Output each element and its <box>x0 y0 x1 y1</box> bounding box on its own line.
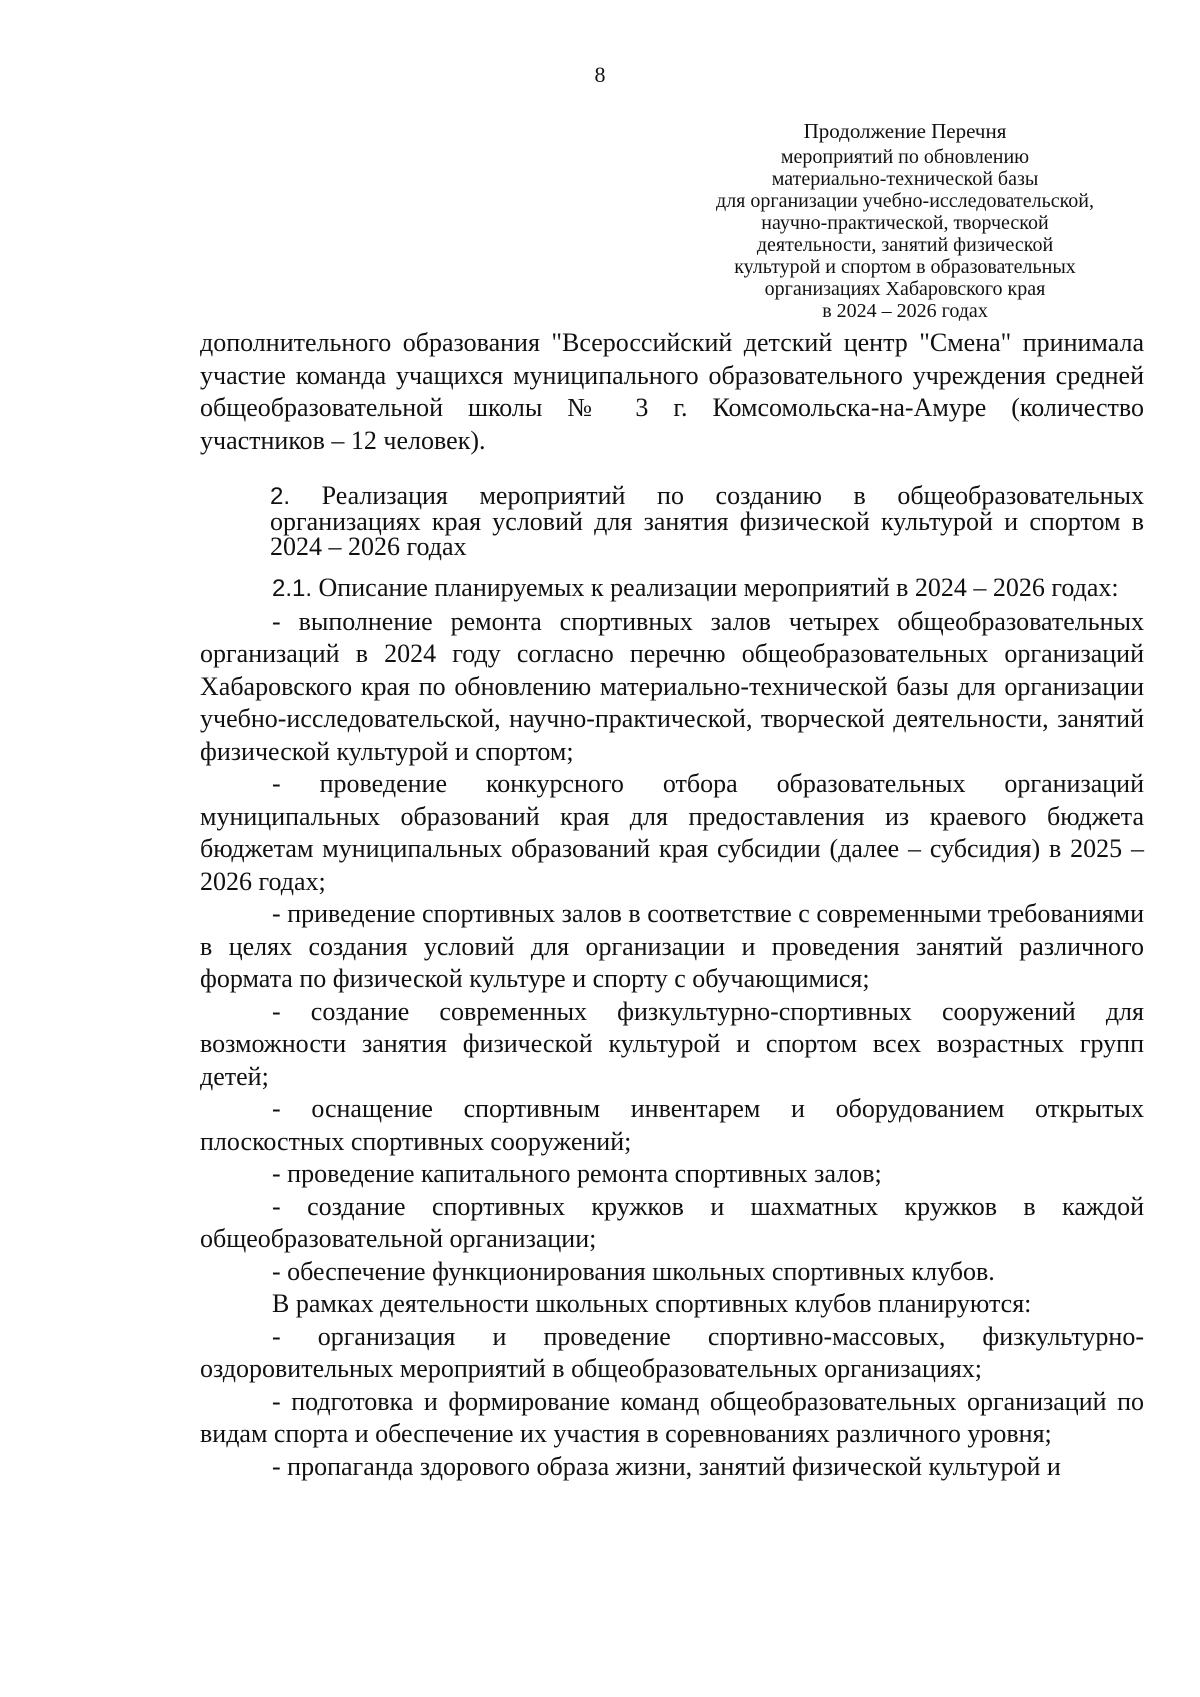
heading-text <box>270 483 1144 559</box>
list-item: - оснащение спортивным инвентарем и оборудованием открытых плоскостных спортивных сооружений; <box>200 1094 1144 1156</box>
caption-line: деятельности, занятий физической <box>756 234 1054 256</box>
caption-line: мероприятий по обновлению <box>780 146 1030 168</box>
section-number: 2. <box>270 483 291 510</box>
paragraph: дополнительного образования "Всероссийский детский центр "Смена" принимала участие команда учащихся муниципального образовательного учреждения средней общеобразовательной школы № 3 г. Комсомольска-на-Амуре (количество участников – 12 человек). <box>200 328 1144 455</box>
section-heading <box>270 483 1144 559</box>
caption-line: материально-технической базы <box>771 168 1039 190</box>
list-item: - выполнение ремонта спортивных залов четырех общеобразовательных организаций в 2024 году согласно перечню общеобразовательных организаций Хабаровского края по обновлению материально-технической базы для организации учебно-исследовательской, научно-практической, творческой деятельности, занятий физической культурой и спортом; <box>200 606 1144 766</box>
subsection-number: 2.1. <box>272 575 313 602</box>
list-item: - обеспечение функционирования школьных спортивных клубов. <box>272 1256 995 1286</box>
list-item: - проведение конкурсного отбора образовательных организаций муниципальных образований края для предоставления из краевого бюджета бюджетам муниципальных образований края субсидии (далее – субсидия) в 2025 – 2026 годах; <box>200 769 1144 896</box>
caption-line: научно-практической, творческой <box>761 212 1049 234</box>
main-content <box>200 572 1144 1483</box>
subsection-title: Описание планируемых к реализации мероприятий в 2024 – 2026 годах: <box>318 573 1119 602</box>
page-number: 8 <box>594 62 606 87</box>
list-item: - приведение спортивных залов в соответствие с современными требованиями в целях создания условий для организации и проведения занятий различного формата по физической культуре и спорту с обучающимися; <box>200 899 1144 993</box>
caption-title: Продолжение Перечня <box>803 119 1007 143</box>
club-list-item: - пропаганда здорового образа жизни, занятий физической культурой и <box>272 1451 1061 1481</box>
section-title: Реализация мероприятий по созданию в общеобразовательных организациях края условий для занятия физической культурой и спортом в 2024 – 2026 годах <box>270 481 1144 561</box>
caption-line: в 2024 – 2026 годах <box>822 300 988 322</box>
club-list-item: - организация и проведение спортивно-массовых, физкультурно-оздоровительных мероприятий в общеобразовательных организациях; <box>200 1321 1144 1383</box>
caption-line: культурой и спортом в образовательных <box>734 256 1076 278</box>
caption-line: организациях Хабаровского края <box>764 278 1046 300</box>
document-caption <box>660 119 1150 322</box>
subsection-heading <box>200 572 1144 606</box>
list-item: - проведение капитального ремонта спортивных залов; <box>272 1159 882 1188</box>
clubs-intro: В рамках деятельности школьных спортивных клубов планируются: <box>272 1289 1032 1318</box>
intro-paragraph <box>200 327 1144 457</box>
list-item: - создание современных физкультурно-спортивных сооружений для возможности занятия физической культурой и спортом всех возрастных групп детей; <box>200 996 1144 1091</box>
caption-line: для организации учебно-исследовательской, <box>716 190 1094 212</box>
list-item: - создание спортивных кружков и шахматных кружков в каждой общеобразовательной организации; <box>200 1191 1144 1253</box>
club-list-item: - подготовка и формирование команд общеобразовательных организаций по видам спорта и обеспечение их участия в соревнованиях различного уровня; <box>200 1386 1144 1448</box>
